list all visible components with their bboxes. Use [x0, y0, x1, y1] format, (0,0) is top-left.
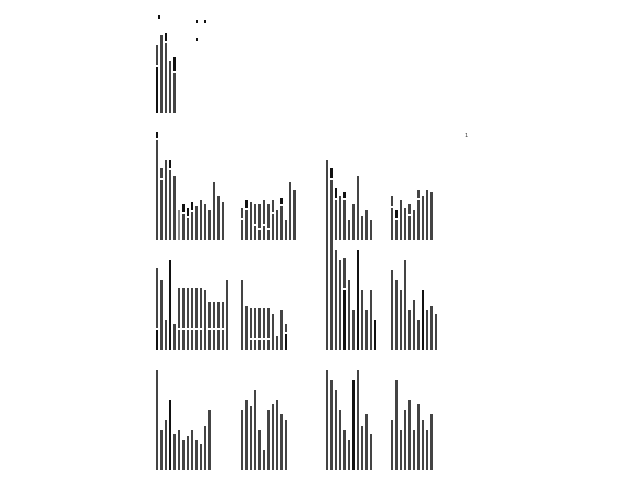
- table-block-7: [325, 228, 378, 350]
- table-block-11: [325, 368, 373, 470]
- table-block-10: [240, 388, 288, 470]
- table-block-12: [390, 378, 434, 470]
- scanned-page: [150, 5, 480, 475]
- table-block-5: [155, 258, 230, 350]
- page-number: 1: [465, 133, 469, 139]
- table-block-1: [155, 130, 225, 240]
- table-block-9: [155, 368, 212, 470]
- table-block-2: [240, 180, 297, 240]
- header-block: [155, 31, 177, 113]
- table-block-4: [390, 188, 434, 240]
- table-block-6: [240, 278, 288, 350]
- table-block-8: [390, 258, 438, 350]
